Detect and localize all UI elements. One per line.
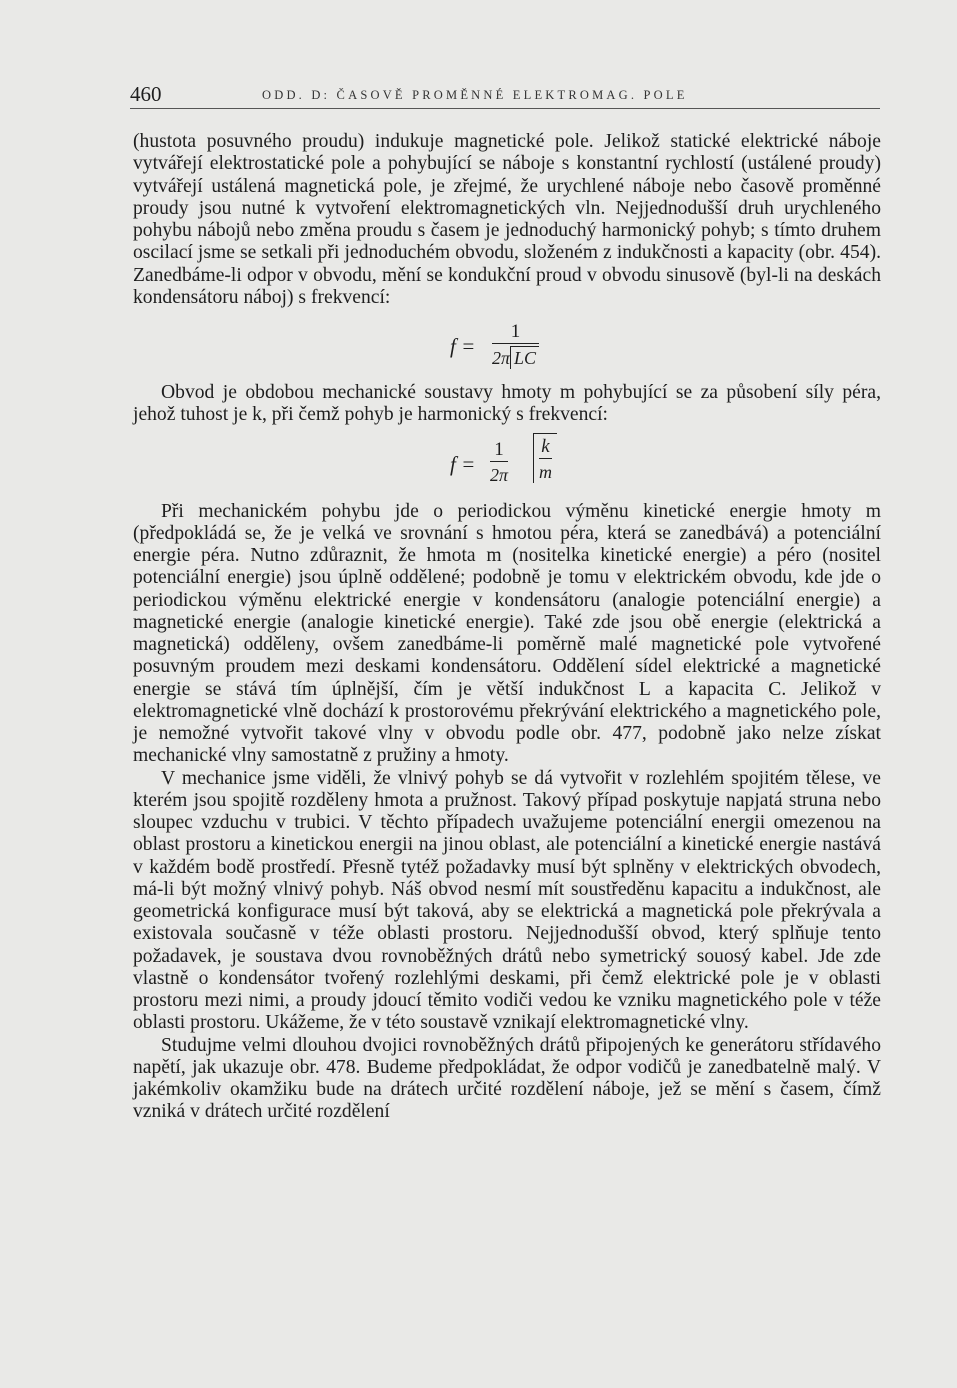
formula-fraction xyxy=(490,439,508,486)
formula-lhs: f = xyxy=(450,451,476,476)
formula-denominator xyxy=(492,343,539,369)
page-header xyxy=(130,82,880,109)
paragraph-5: Studujme velmi dlouhou dvojici rovnoběžných drátů připojených ke generátoru střídavého napětí, jak ukazuje obr. 478. Budeme předpokládat, že odpor vodičů je zanedbatelně malý. V jakémkoliv okamžiku bude na drátech určité rozdělení náboje, jež se mění s časem, čímž vzniká v drátech určité rozdělení xyxy=(133,1034,881,1123)
formula-lhs: f = xyxy=(450,334,476,358)
formula-radicand-bottom: m xyxy=(539,458,552,483)
paragraph-2: Obvod je obdobou mechanické soustavy hmoty m pohybující se za působení síly péra, jehož tuhost je k, při čemž pohyb je harmonický s frekvencí: xyxy=(133,382,881,426)
paragraph-4: V mechanice jsme viděli, že vlnivý pohyb se dá vytvořit v rozlehlém spojitém tělese, ve kterém jsou spojitě rozděleny hmota a pružnost. Takový případ poskytuje napjatá struna nebo sloupec vzduchu v trubici. V těchto případech uvažujeme potenciální energii omezenou na oblast prostoru a kinetickou energii na jinou oblast, ale potenciální a kinetické energie nastává v každém bodě prostředí. Přesně tytéž požadavky musí být splněny v elektrických obvodech, má-li být možný vlnivý pohyb. Náš obvod nesmí mít soustředěnu kapacitu a indukčnost, ale geometrická konfigurace musí být taková, aby se elektrická a magnetická pole překrývala a existovala současně v téže oblasti prostoru. Nejjednodušší obvod, který splňuje tento požadavek, je soustava dvou rovnoběžných drátů nebo symetrický souosý kabel. Jde zde vlastně o kondensátor tvořený rozlehlými deskami, při čemž elektrické pole je v oblasti prostoru mezi nimi, a proudy jdoucí těmito vodiči vedou ke vzniku magnetického pole v téže oblasti prostoru. Ukážeme, že v této soustavě vznikají elektromagnetické vlny. xyxy=(133,767,881,1034)
formula-fraction xyxy=(492,321,539,369)
formula-denominator: 2π xyxy=(490,461,508,486)
formula-frequency-lc xyxy=(133,309,881,382)
formula-radicand-top: k xyxy=(541,435,550,457)
paragraph-3: Při mechanickém pohybu jde o periodickou výměnu kinetické energie hmoty m (předpokládá se, že je velká ve srovnání s hmotou péra, která se zanedbává) a potenciální energie péra. Nutno zdůraznit, že hmota m (nositelka kinetické energie) a péro (nositel potenciální energie) jsou úplně oddělené; podobně je tomu v elektrickém obvodu, kde jde o periodickou výměnu elektrické energie v kondensátoru (analogie potenciální energie) a magnetické energie (analogie kinetické energie). Také zde jsou obě energie (elektrická a magnetická) odděleny, ovšem zanedbáme-li poměrně malé magnetické pole vytvořené posuvným proudem mezi deskami kondensátoru. Oddělení sídel elektrické a magnetické energie se stává tím úplnější, čím je větší indukčnost L a kapacita C. Jelikož v elektromagnetické vlně dochází k prostorovému překrývání elektrického a magnetického pole, je nemožné vytvořit takové vlny v obvodu podle obr. 477, podobně jako nelze získat mechanické vlny samostatně z pružiny a hmoty. xyxy=(133,500,881,767)
running-title: ODD. D: ČASOVĚ PROMĚNNÉ ELEKTROMAG. POLE xyxy=(262,88,688,102)
formula-denominator-prefix: 2π xyxy=(492,348,511,368)
formula-numerator: 1 xyxy=(510,321,521,342)
page-number: 460 xyxy=(130,82,162,106)
formula-numerator: 1 xyxy=(494,438,504,460)
paragraph-1: (hustota posuvného proudu) indukuje magnetické pole. Jelikož statické elektrické náboje vytvářejí elektrostatické pole a pohybující se náboje s konstantní rychlostí (ustálené proudy) vytvářejí ustálená magnetická pole, je zřejmé, že urychlené náboje nebo časově proměnné proudy jsou nutné k vytvoření elektromagnetických vln. Nejjednodušší druh urychleného pohybu nábojů nebo změna proudu s časem je jednoduchý harmonický pohyb; s tímto druhem oscilací jsme se setkali při jednoduchém obvodu, složeném z indukčnosti a kapacity (obr. 454). Zanedbáme-li odpor v obvodu, mění se kondukční proud v obvodu sinusově (byl-li na deskách kondensátoru náboj) s frekvencí: xyxy=(133,131,881,308)
formula-sqrt-fraction xyxy=(533,433,557,483)
body-text xyxy=(133,131,881,1124)
formula-sqrt-radicand: LC xyxy=(510,346,539,369)
formula-frequency-mechanical xyxy=(133,427,881,501)
